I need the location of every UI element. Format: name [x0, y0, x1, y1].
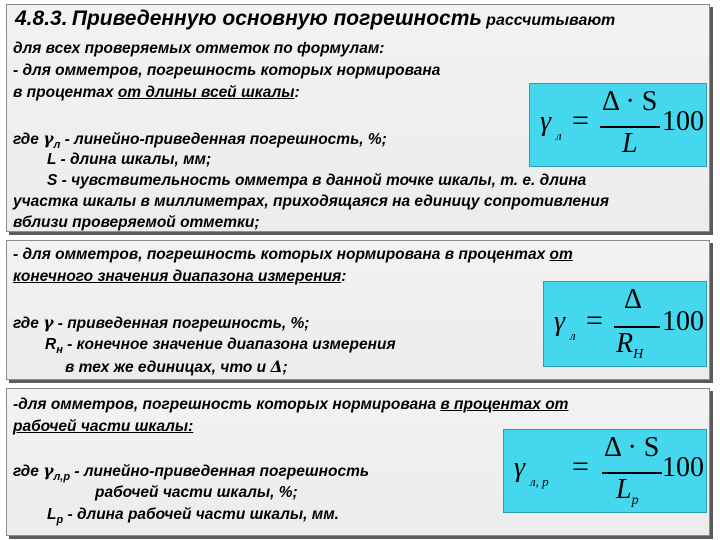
case-line-cont: [13, 83, 300, 103]
formula-box-1: [529, 83, 707, 167]
formula-factor: 100: [662, 452, 704, 483]
definition-text: - линейно-приведенная погрешность, %;: [60, 131, 387, 148]
heading-number: 4.8.3.: [15, 7, 68, 30]
formula-box-2: [543, 281, 707, 367]
case-line: [13, 245, 573, 265]
definition-text: - приведенная погрешность, %;: [53, 315, 310, 332]
formula-subscript: л: [570, 328, 576, 343]
formula-numerator: Δ · S: [602, 86, 658, 117]
formula-factor: 100: [662, 306, 704, 337]
definition-lp: [47, 505, 339, 530]
formula-gamma: γ: [554, 306, 566, 337]
case-line-cont: [13, 417, 193, 437]
definition-s: S - чувствительность омметра в данной точке шкалы, т. е. длина: [47, 172, 587, 189]
formula-equals: =: [586, 304, 603, 337]
denominator-subscript: p: [631, 493, 639, 508]
gamma-symbol: γ: [43, 129, 54, 148]
case-suffix: :: [341, 268, 347, 285]
where-word: где: [13, 131, 44, 148]
formula-denominator: L: [622, 128, 638, 159]
formula-denominator: [616, 474, 639, 509]
delta-symbol: Δ: [270, 357, 283, 376]
denominator-main: L: [616, 474, 632, 505]
formula-box-3: [503, 429, 707, 513]
heading-tail: рассчитывают: [486, 12, 616, 29]
gamma-symbol: γ: [43, 313, 54, 332]
formula-numerator: Δ: [624, 284, 643, 315]
definition-rn-cont: [65, 357, 288, 378]
intro-line: для всех проверяемых отметок по формулам:: [13, 40, 385, 57]
denominator-subscript: H: [633, 347, 644, 362]
case-suffix: :: [294, 84, 300, 101]
gamma-subscript: л: [53, 139, 61, 152]
gamma-symbol: γ: [43, 461, 54, 480]
case-underlined-cont: рабочей части шкалы:: [13, 418, 194, 435]
denominator-main: R: [616, 328, 634, 359]
formula-equals: =: [572, 104, 589, 137]
definition-text: - длина рабочей части шкалы, мм.: [63, 506, 339, 523]
definition-l: L - длина шкалы, мм;: [47, 151, 212, 168]
definition-gamma: [13, 313, 309, 334]
rn-symbol: R: [45, 336, 57, 353]
formula-subscript: л: [556, 128, 562, 143]
definition-text: - конечное значение диапазона измерения: [62, 336, 396, 353]
formula-gamma: γ: [514, 452, 526, 483]
case-underlined: в процентах от: [440, 396, 569, 413]
where-word: где: [13, 463, 44, 480]
definition-suffix: ;: [282, 359, 288, 376]
formula-denominator: [616, 328, 643, 363]
panel-range-end: [6, 240, 710, 380]
heading-main: Приведенную основную погрешность: [71, 7, 482, 30]
section-heading: [15, 9, 615, 31]
where-word: где: [13, 315, 44, 332]
definition-gamma-lr-cont: рабочей части шкалы, %;: [95, 484, 298, 501]
definition-text: - линейно-приведенная погрешность: [70, 463, 370, 480]
case-underlined: от: [549, 246, 573, 263]
case-underlined-cont: конечного значения диапазона измерения: [13, 268, 342, 285]
panel-line-scale: [6, 4, 710, 232]
panel-working-part: [6, 388, 710, 536]
rn-subscript: н: [56, 344, 63, 357]
formula-equals: =: [572, 450, 589, 483]
formula-factor: 100: [662, 106, 704, 137]
formula-numerator: Δ · S: [604, 432, 660, 463]
case-line: [13, 395, 568, 415]
definition-s-cont2: вблизи проверяемой отметки;: [13, 214, 260, 231]
lp-subscript: р: [56, 514, 64, 527]
gamma-subscript: л,р: [53, 471, 71, 484]
case-line: - для омметров, погрешность которых нормирована: [13, 62, 441, 79]
case-line-cont: [13, 267, 346, 287]
lp-symbol: L: [47, 506, 57, 523]
case-prefix: в процентах: [13, 84, 118, 101]
definition-text: в тех же единицах, что и: [65, 359, 271, 376]
case-prefix: -для омметров, погрешность которых нормирована: [13, 396, 441, 413]
formula-subscript: л, р: [530, 474, 549, 489]
case-prefix: - для омметров, погрешность которых нормирована в процентах: [13, 246, 550, 263]
definition-s-cont1: участка шкалы в миллиметрах, приходящаяся на единицу сопротивления: [13, 193, 609, 210]
formula-gamma: γ: [540, 106, 552, 137]
case-underlined: от длины всей шкалы: [117, 84, 295, 101]
